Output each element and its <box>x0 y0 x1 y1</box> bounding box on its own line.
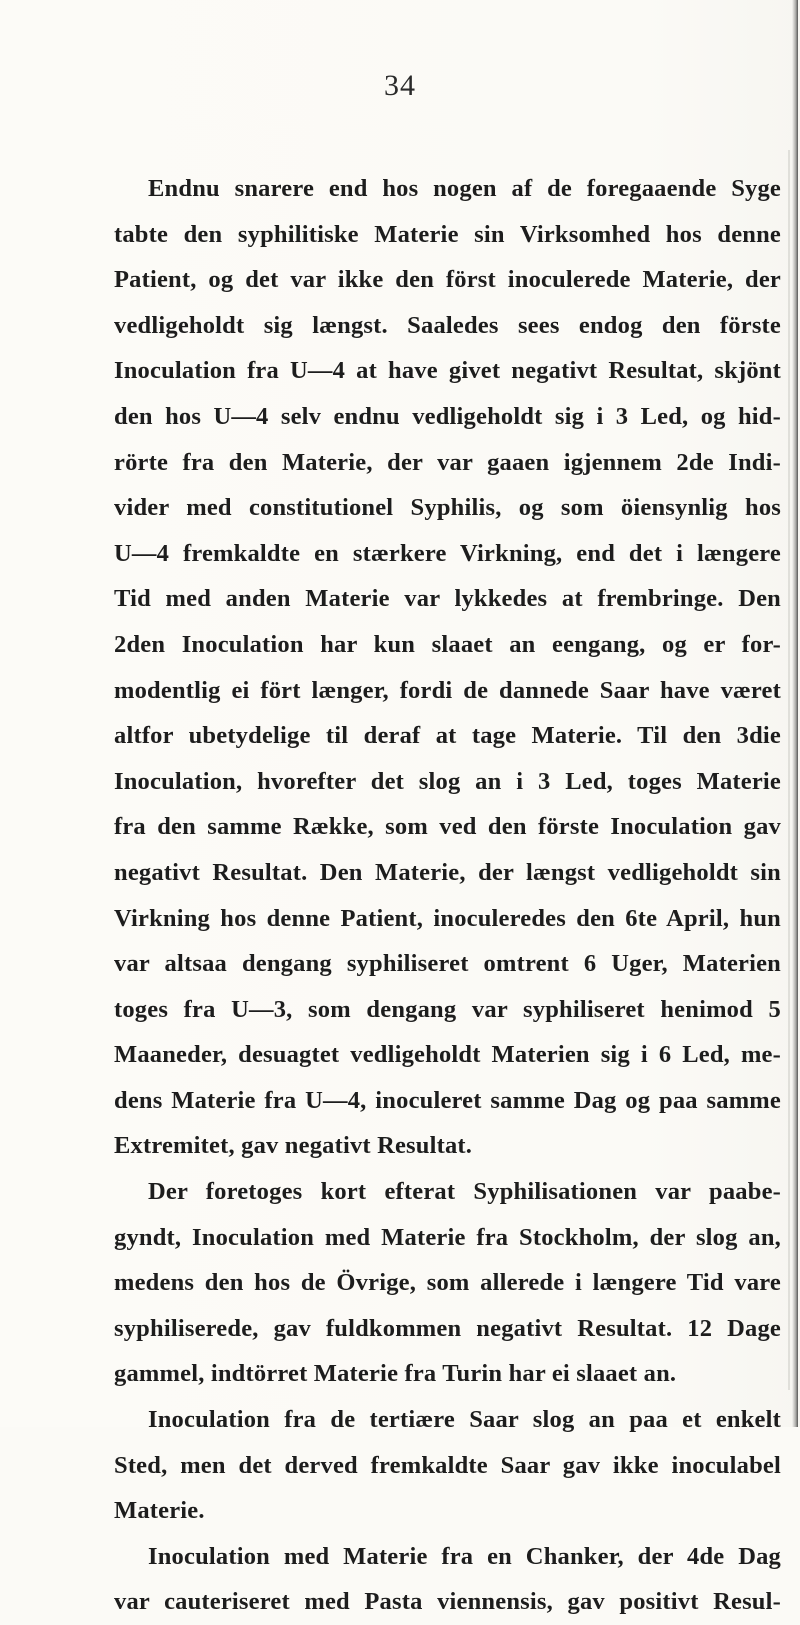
text-line: Patient, og det var ikke den först inoculerede Materie, der <box>114 266 781 294</box>
text-line: Inoculation, hvorefter det slog an i 3 Led, toges Materie <box>114 767 781 795</box>
text-line: gammel, indtörret Materie fra Turin har ei slaaet an. <box>114 1360 677 1388</box>
text-line: syphiliserede, gav fuldkommen negativt Resultat. 12 Dage <box>114 1314 781 1342</box>
text-line: Virkning hos denne Patient, inoculeredes den 6te April, hun <box>114 904 781 932</box>
text-line: modentlig ei fört længer, fordi de dannede Saar have været <box>114 676 781 704</box>
text-line: vedligeholdt sig længst. Saaledes sees endog den förste <box>114 311 781 339</box>
text-line: tabte den syphilitiske Materie sin Virksomhed hos denne <box>114 220 781 248</box>
text-line: Endnu snarere end hos nogen af de foregaaende Syge <box>148 175 781 202</box>
text-line: Der foretoges kort efterat Syphilisationen var paabe- <box>148 1178 781 1206</box>
text-line: Materie. <box>114 1497 205 1525</box>
text-line: fra den samme Række, som ved den förste Inoculation gav <box>114 813 781 841</box>
text-line: Inoculation fra de tertiære Saar slog an paa et enkelt <box>148 1406 781 1434</box>
text-line: Inoculation fra U—4 at have givet negativt Resultat, skjönt <box>114 357 781 385</box>
page-number: 34 <box>384 69 416 102</box>
text-line: 2den Inoculation har kun slaaet an eengang, og er for- <box>114 630 781 658</box>
text-line: var altsaa dengang syphiliseret omtrent 6 Uger, Materien <box>114 950 781 978</box>
text-line: medens den hos de Övrige, som allerede i længere Tid vare <box>114 1269 781 1297</box>
text-line: Maaneder, desuagtet vedligeholdt Materien sig i 6 Led, me- <box>114 1041 781 1069</box>
text-line: negativt Resultat. Den Materie, der længst vedligeholdt sin <box>114 858 781 886</box>
page-fold-shadow <box>788 150 790 1390</box>
text-line: dens Materie fra U—4, inoculeret samme Dag og paa samme <box>114 1086 781 1114</box>
text-line: U—4 fremkaldte en stærkere Virkning, end det i længere <box>114 539 781 567</box>
text-line: Inoculation med Materie fra en Chanker, der 4de Dag <box>148 1542 781 1570</box>
text-line: Tid med anden Materie var lykkedes at frembringe. Den <box>114 585 781 613</box>
page-edge-shadow <box>792 0 798 1427</box>
text-line: Extremitet, gav negativt Resultat. <box>114 1132 473 1160</box>
text-line: altfor ubetydelige til deraf at tage Materie. Til den 3die <box>114 722 781 750</box>
body-text <box>114 166 781 1625</box>
text-line: gyndt, Inoculation med Materie fra Stockholm, der slog an, <box>114 1223 781 1251</box>
text-line: Sted, men det derved fremkaldte Saar gav ikke inoculabel <box>114 1451 781 1479</box>
text-line: var cauteriseret med Pasta viennensis, gav positivt Resul- <box>114 1588 781 1616</box>
text-line: toges fra U—3, som dengang var syphiliseret henimod 5 <box>114 995 781 1023</box>
text-line: den hos U—4 selv endnu vedligeholdt sig i 3 Led, og hid- <box>114 402 781 430</box>
text-line: rörte fra den Materie, der var gaaen igjennem 2de Indi- <box>114 448 781 476</box>
text-line: vider med constitutionel Syphilis, og som öiensynlig hos <box>114 494 781 522</box>
